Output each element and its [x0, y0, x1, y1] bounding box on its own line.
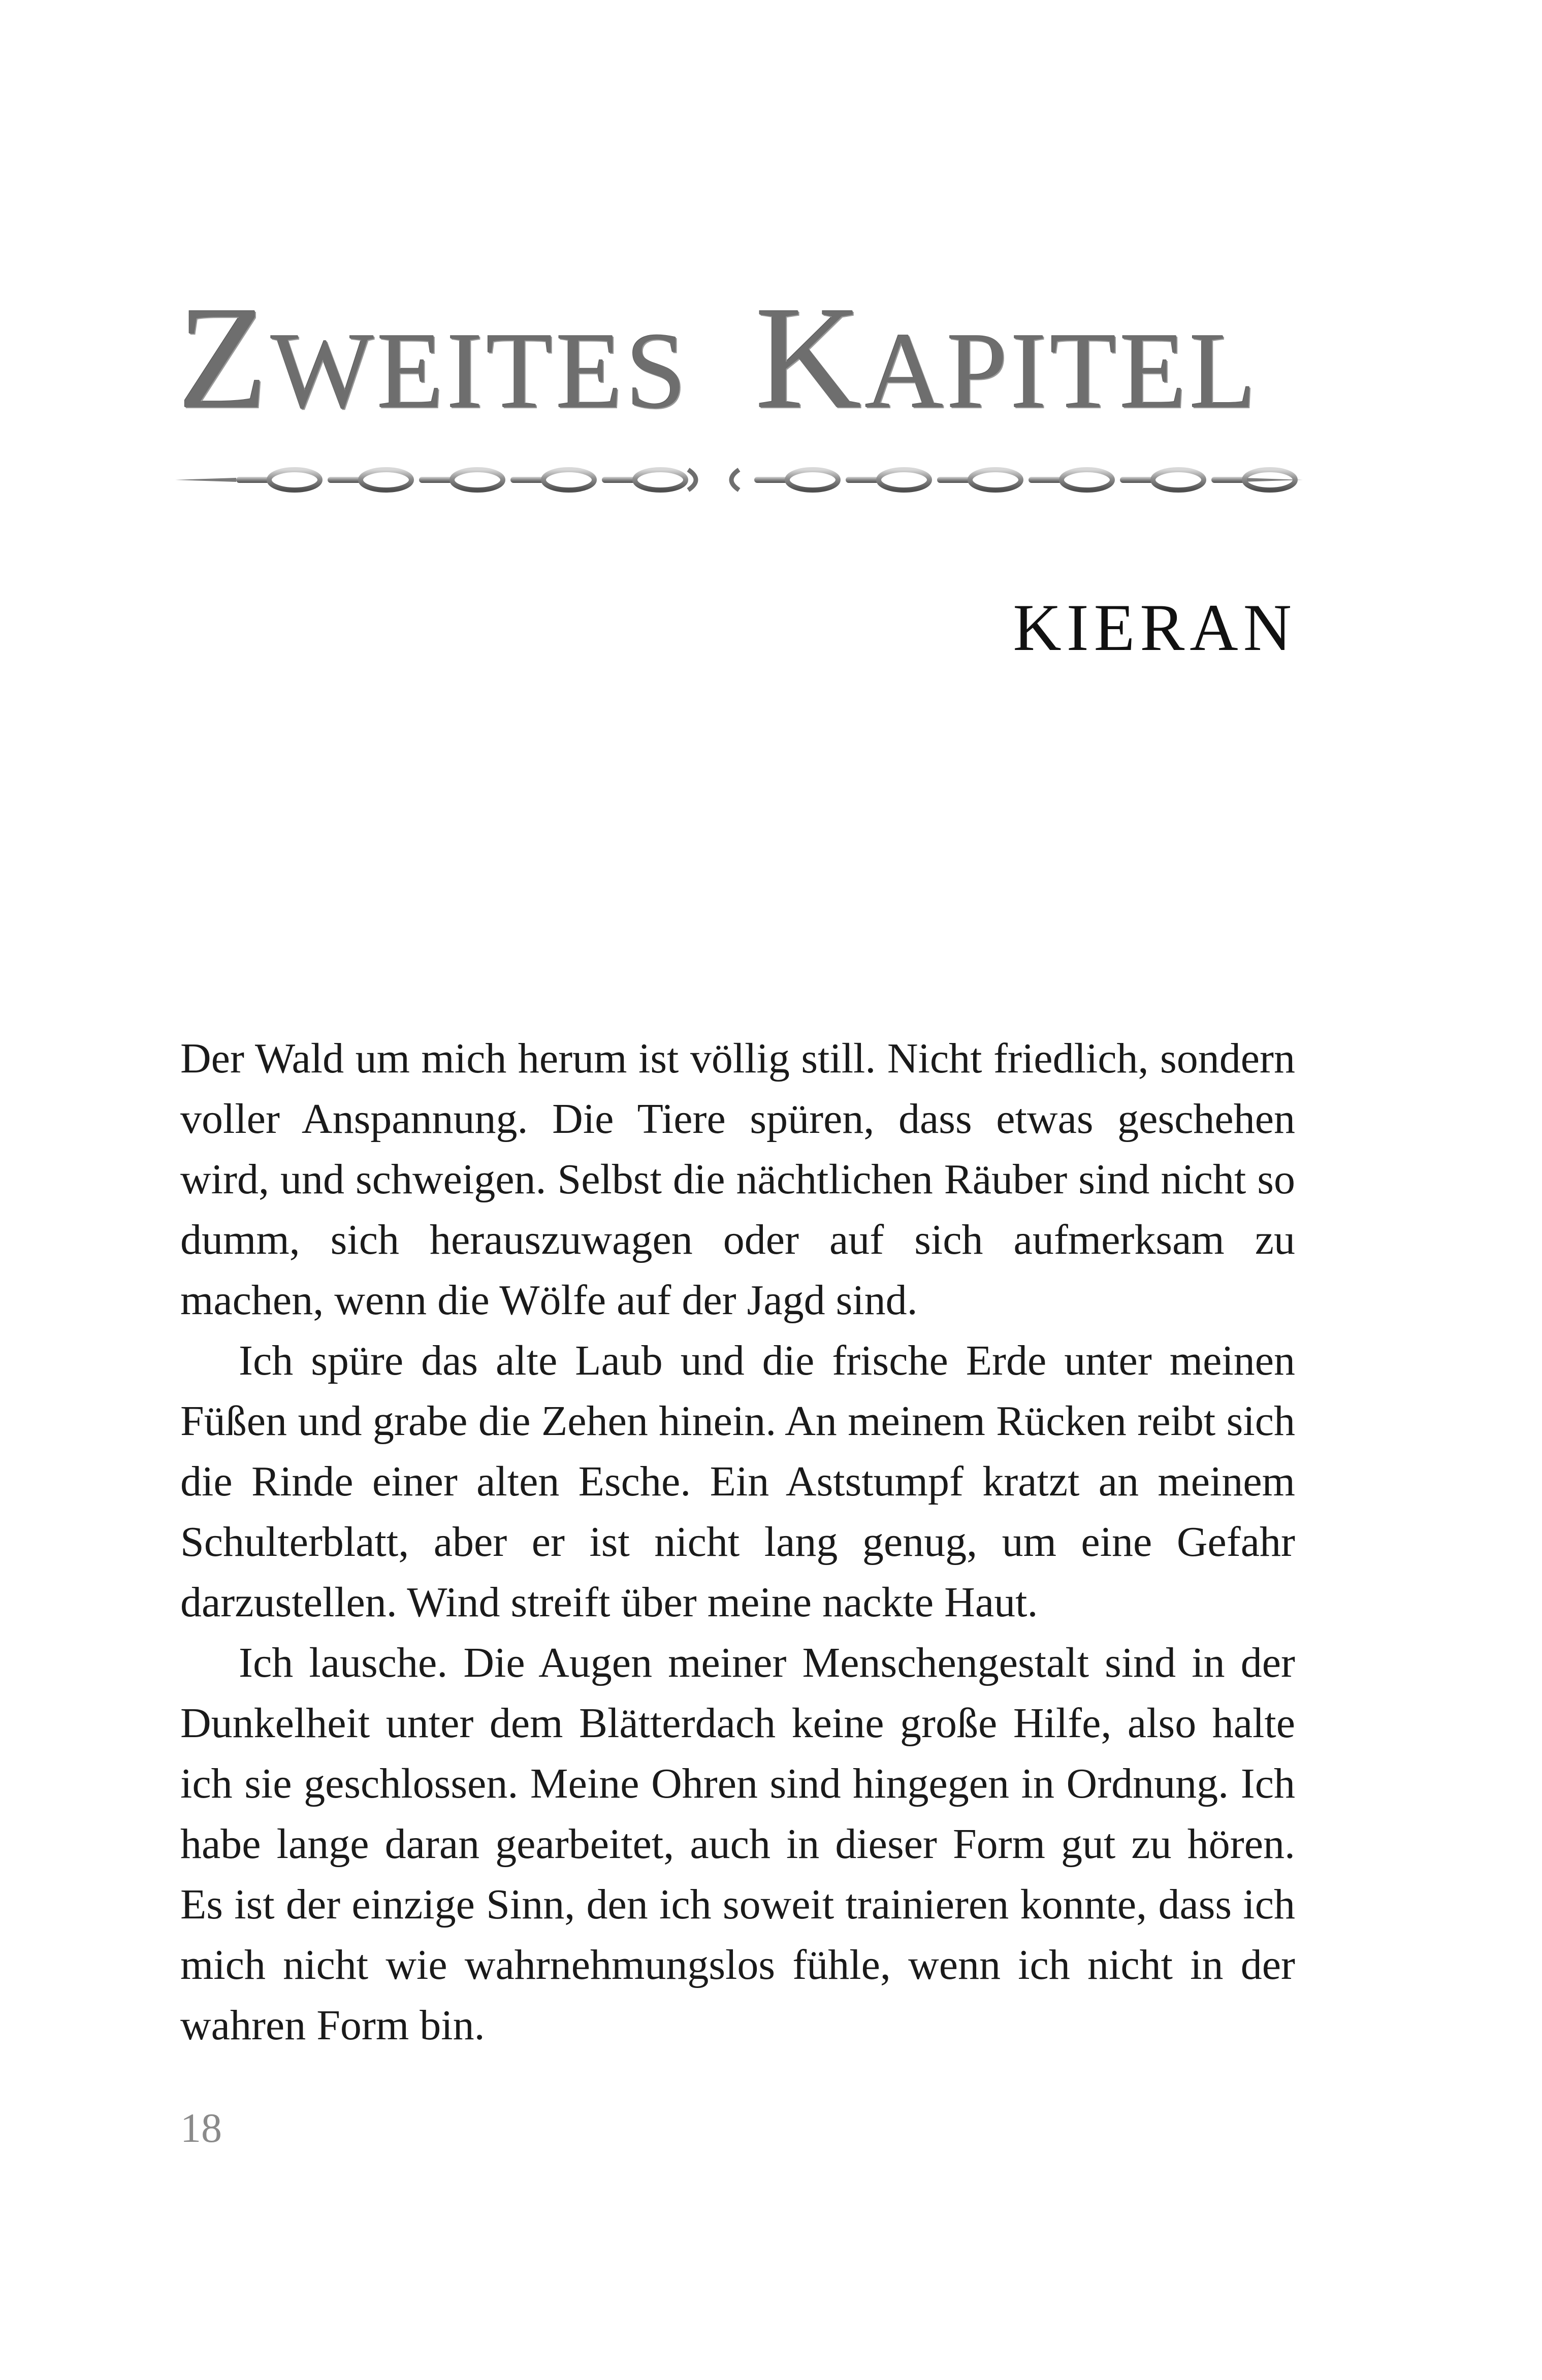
chapter-title: [178, 276, 1321, 439]
character-name: KIERAN: [1013, 590, 1297, 665]
chapter-title-initial-1: Z: [178, 276, 271, 439]
paragraph-3: Ich lausche. Die Augen meiner Menschengestalt sind in der Dunkelheit unter dem Blätterdach keine große Hilfe, also halte ich sie geschlossen. Meine Ohren sind hingegen in Ordnung. Ich habe lange daran gearbeitet, auch in dieser Form gut zu hören. Es ist der einzige Sinn, den ich soweit trainieren konnte, dass ich mich nicht wie wahrnehmungslos fühle, wenn ich nicht in der wahren Form bin.: [180, 1639, 1295, 2049]
chain-divider-icon: [175, 460, 1303, 500]
paragraph-1: Der Wald um mich herum ist völlig still. Nicht friedlich, sondern voller Anspannung. Die Tiere spüren, dass etwas geschehen wird, und schweigen. Selbst die nächtlichen Räuber sind nicht so dumm, sich herauszuwagen oder auf sich aufmerksam zu machen, wenn die Wölfe auf der Jagd sind.: [180, 1035, 1295, 1324]
chapter-title-word-2: APITEL: [864, 310, 1260, 431]
page-number: 18: [180, 2105, 222, 2151]
chapter-title-word-1: WEITES: [271, 310, 690, 431]
body-text: [180, 1028, 1295, 2056]
paragraph-2: Ich spüre das alte Laub und die frische Erde unter meinen Füßen und grabe die Zehen hinein. An meinem Rücken reibt sich die Rinde einer alten Esche. Ein Aststumpf kratzt an meinem Schulterblatt, aber er ist nicht lang genug, um eine Gefahr darzustellen. Wind streift über meine nackte Haut.: [180, 1337, 1295, 1626]
chapter-title-initial-2: K: [755, 276, 865, 439]
